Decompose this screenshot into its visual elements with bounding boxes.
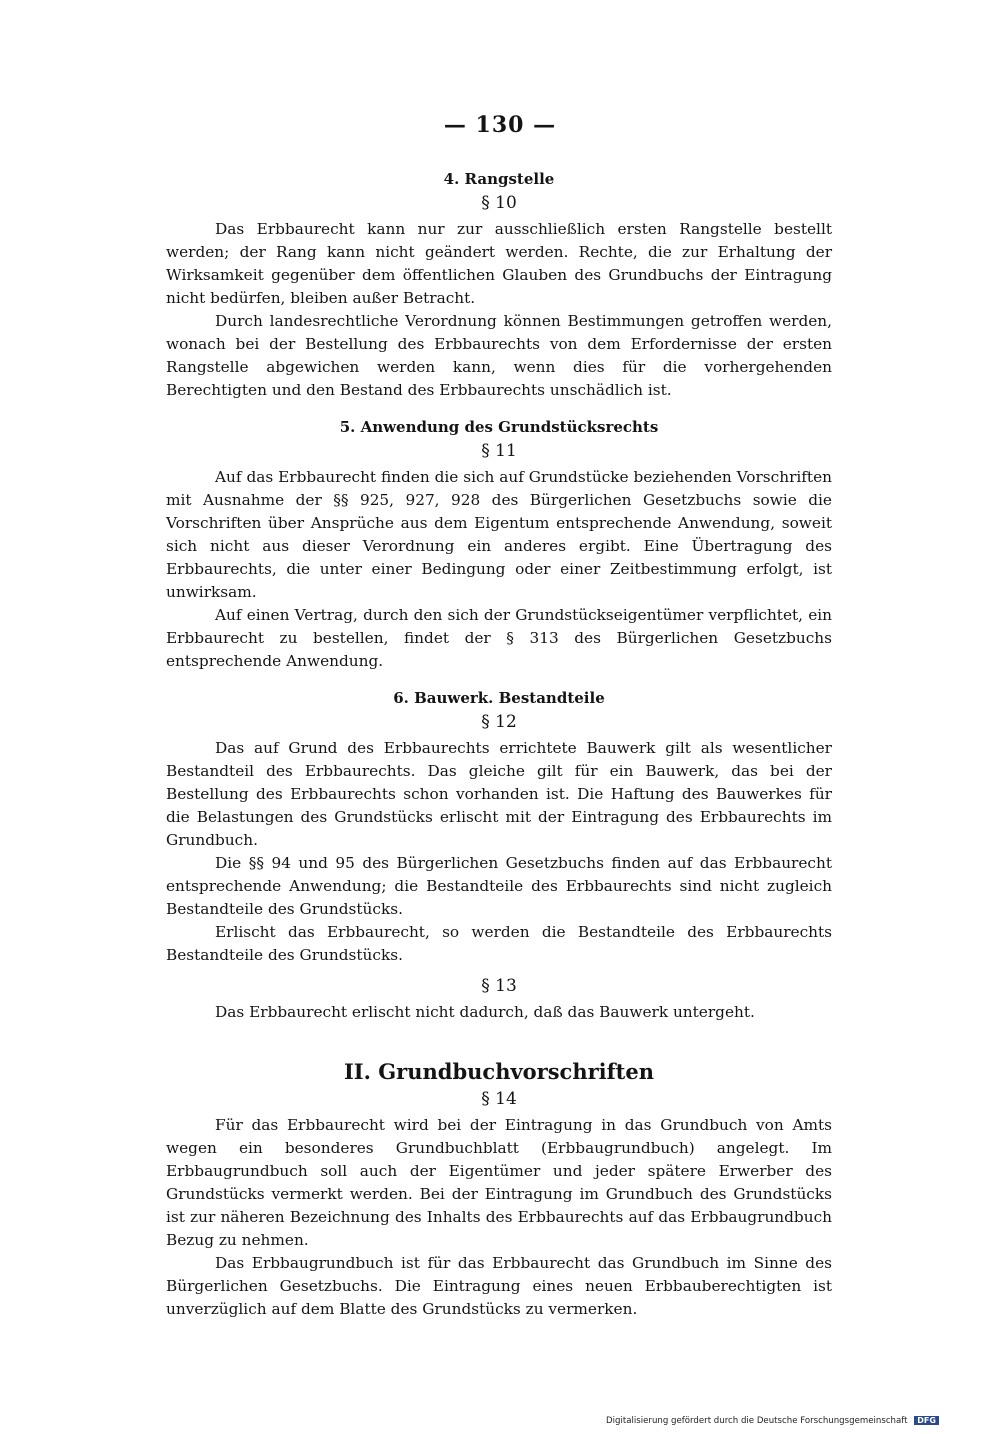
- body-paragraph: Das auf Grund des Erbbaurechts errichtete Bauwerk gilt als wesentlicher Bestandteil des Erbbaurechts. Das gleiche gilt für ein Bauwerk, das bei der Bestellung des Erbbaurechts schon vorhanden ist. Die Haftung des Bauwerkes für die Belastungen des Grundstücks erlischt mit der Eintragung des Erbbaurechts im Grundbuch.: [166, 739, 832, 849]
- section-heading: 5. Anwendung des Grundstücksrechts: [339, 418, 659, 436]
- body-paragraph: Auf einen Vertrag, durch den sich der Grundstückseigentümer verpflichtet, ein Erbbaurecht zu bestellen, findet der § 313 des Bürgerlichen Gesetzbuchs entsprechende Anwendung.: [166, 606, 832, 670]
- page-body: [166, 168, 832, 1321]
- dfg-logo: DFG: [914, 1416, 939, 1425]
- body-paragraph: Das Erbbaurecht erlischt nicht dadurch, daß das Bauwerk untergeht.: [215, 1003, 755, 1021]
- chapter-heading: II. Grundbuchvorschriften: [343, 1059, 655, 1084]
- body-paragraph: Auf das Erbbaurecht finden die sich auf Grundstücke beziehenden Vorschriften mit Ausnahme der §§ 925, 927, 928 des Bürgerlichen Gesetzbuchs sowie die Vorschriften über Ansprüche aus dem Eigentum entsprechende Anwendung, soweit sich nicht aus dieser Verordnung ein anderes ergibt. Eine Übertragung des Erbbaurechts, die unter einer Bedingung oder einer Zeitbestimmung erfolgt, ist unwirksam.: [166, 468, 832, 601]
- body-paragraph: Erlischt das Erbbaurecht, so werden die Bestandteile des Erbbaurechts Bestandteile des Grundstücks.: [166, 923, 832, 964]
- body-paragraph: Für das Erbbaurecht wird bei der Eintragung in das Grundbuch von Amts wegen ein besonderes Grundbuchblatt (Erbbaugrundbuch) angelegt. Im Erbbaugrundbuch soll auch der Eigentümer und jeder spätere Erwerber des Grundstücks vermerkt werden. Bei der Eintragung im Grundbuch des Grundstücks ist zur näheren Bezeichnung des Inhalts des Erbbaurechts auf das Erbbaugrundbuch Bezug zu nehmen.: [166, 1116, 832, 1249]
- page-number: — 130 —: [443, 112, 557, 138]
- paragraph-number: § 14: [481, 1089, 517, 1109]
- body-paragraph: Durch landesrechtliche Verordnung können Bestimmungen getroffen werden, wonach bei der Bestellung des Erbbaurechts von dem Erfordernisse der ersten Rangstelle abgewichen werden kann, wenn dies für die vorhergehenden Berechtigten und den Bestand des Erbbaurechts unschädlich ist.: [166, 312, 832, 399]
- body-paragraph: Die §§ 94 und 95 des Bürgerlichen Gesetzbuchs finden auf das Erbbaurecht entsprechende Anwendung; die Bestandteile des Erbbaurechts sind nicht zugleich Bestandteile des Grundstücks.: [166, 854, 832, 918]
- paragraph-number: § 10: [481, 193, 517, 213]
- paragraph-number: § 11: [481, 441, 517, 461]
- section-heading: 6. Bauwerk. Bestandteile: [393, 689, 605, 707]
- section-heading: 4. Rangstelle: [443, 170, 555, 188]
- credit-text: Digitalisierung gefördert durch die Deutsche Forschungsgemeinschaft: [606, 1416, 908, 1426]
- body-paragraph: Das Erbbaurecht kann nur zur ausschließlich ersten Rangstelle bestellt werden; der Rang kann nicht geändert werden. Rechte, die zur Erhaltung der Wirksamkeit gegenüber dem öffentlichen Glauben des Grundbuchs der Eintragung nicht bedürfen, bleiben außer Betracht.: [166, 220, 832, 307]
- body-paragraph: Das Erbbaugrundbuch ist für das Erbbaurecht das Grundbuch im Sinne des Bürgerlichen Gesetzbuchs. Die Eintragung eines neuen Erbbauberechtigten ist unverzüglich auf dem Blatte des Grundstücks zu vermerken.: [166, 1254, 832, 1318]
- digitization-credit: [606, 1416, 939, 1426]
- paragraph-number: § 13: [481, 976, 517, 996]
- paragraph-number: § 12: [481, 712, 517, 732]
